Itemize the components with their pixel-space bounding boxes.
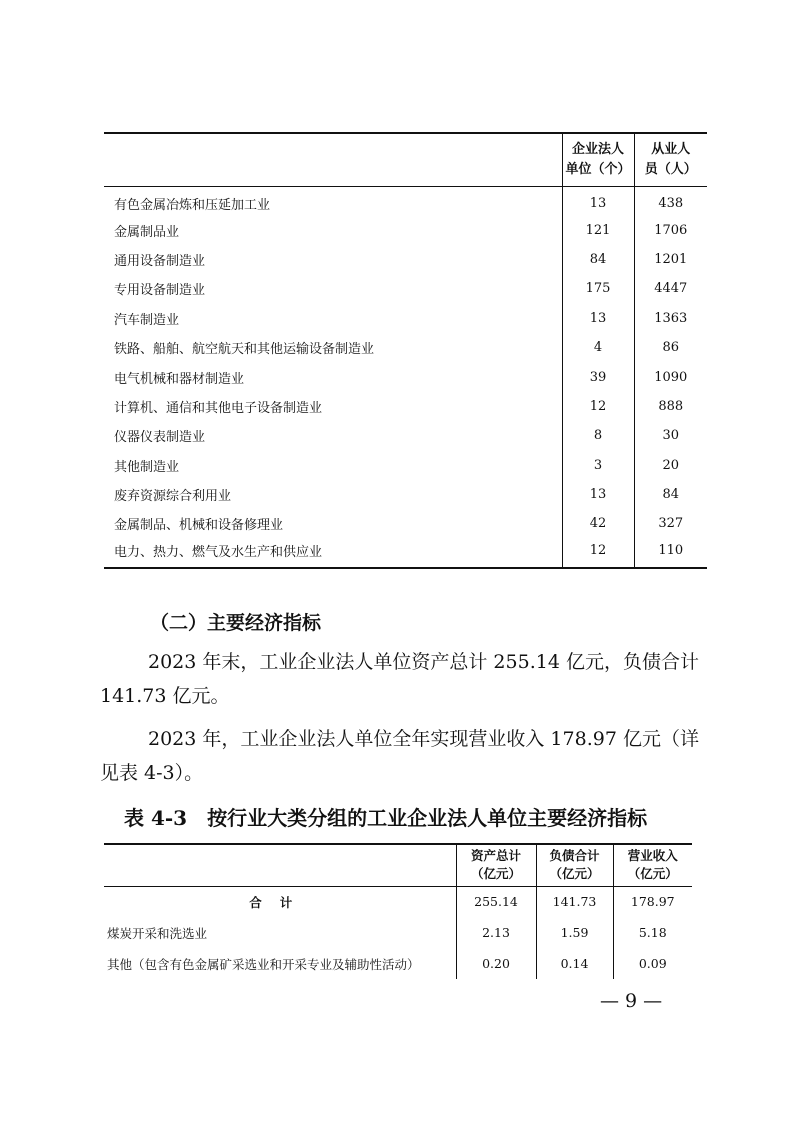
row-employees: 86	[634, 333, 707, 362]
header-revenue: 营业收入 （亿元）	[613, 844, 692, 886]
row-industry-name: 专用设备制造业	[114, 283, 206, 299]
row-units: 12	[562, 392, 634, 421]
row-assets: 255.14	[456, 886, 536, 917]
paragraph-revenue: 2023 年，工业企业法人单位全年实现营业收入 178.97 亿元（详见表 4-3）。	[100, 728, 699, 784]
caption-label: 表 4-3	[124, 806, 188, 830]
row-industry-name: 有色金属冶炼和压延加工业	[114, 198, 271, 214]
row-employees: 1201	[634, 245, 707, 274]
table-row	[104, 948, 692, 979]
header-blank	[104, 844, 456, 886]
paragraph-assets: 2023 年末，工业企业法人单位资产总计 255.14 亿元，负债合计 141.73 亿元。	[100, 651, 699, 707]
header-employees: 从业人 员（人）	[634, 133, 707, 186]
header-assets: 资产总计 （亿元）	[456, 844, 536, 886]
row-units: 84	[562, 245, 634, 274]
header-blank	[104, 133, 562, 186]
table-row	[104, 333, 707, 362]
row-employees: 84	[634, 480, 707, 509]
row-employees: 110	[634, 539, 707, 568]
row-industry-name: 计算机、通信和其他电子设备制造业	[114, 400, 323, 416]
table-row	[104, 451, 707, 480]
table-row	[104, 421, 707, 450]
table-row	[104, 917, 692, 948]
row-industry-name: 其他（包含有色金属矿采选业和开采专业及辅助性活动）	[107, 956, 420, 972]
row-units: 175	[562, 274, 634, 303]
row-employees: 20	[634, 451, 707, 480]
row-employees: 1363	[634, 304, 707, 333]
row-industry-name: 金属制品、机械和设备修理业	[114, 518, 284, 534]
industry-units-table	[104, 132, 707, 569]
row-employees: 438	[634, 186, 707, 215]
row-liabilities: 141.73	[536, 886, 613, 917]
row-industry-name: 电力、热力、燃气及水生产和供应业	[114, 545, 323, 561]
row-employees: 30	[634, 421, 707, 450]
row-industry-name: 铁路、船舶、航空航天和其他运输设备制造业	[114, 342, 375, 358]
row-liabilities: 0.14	[536, 948, 613, 979]
table-row	[104, 362, 707, 391]
table-row	[104, 245, 707, 274]
total-row	[104, 886, 692, 917]
row-units: 12	[562, 539, 634, 568]
row-assets: 2.13	[456, 917, 536, 948]
row-employees: 327	[634, 509, 707, 538]
table-row	[104, 186, 707, 215]
row-industry-name: 煤炭开采和洗选业	[107, 925, 208, 941]
table-header	[104, 844, 692, 886]
table-row	[104, 215, 707, 244]
table-row	[104, 274, 707, 303]
row-industry-name: 金属制品业	[114, 224, 180, 240]
row-units: 42	[562, 509, 634, 538]
total-label: 合计	[249, 894, 311, 910]
row-liabilities: 1.59	[536, 917, 613, 948]
row-units: 39	[562, 362, 634, 391]
page-number: — 9 —	[600, 990, 663, 1012]
row-revenue: 5.18	[613, 917, 692, 948]
row-industry-name: 废弃资源综合利用业	[114, 489, 232, 505]
economic-indicators-table	[104, 843, 692, 979]
row-revenue: 0.09	[613, 948, 692, 979]
table-row	[104, 304, 707, 333]
row-employees: 1090	[634, 362, 707, 391]
header-units: 企业法人 单位（个）	[562, 133, 634, 186]
row-revenue: 178.97	[613, 886, 692, 917]
row-industry-name: 通用设备制造业	[114, 253, 206, 269]
row-employees: 888	[634, 392, 707, 421]
row-units: 121	[562, 215, 634, 244]
row-industry-name: 汽车制造业	[114, 312, 180, 328]
row-units: 13	[562, 304, 634, 333]
header-liabilities: 负债合计 （亿元）	[536, 844, 613, 886]
row-employees: 4447	[634, 274, 707, 303]
row-units: 3	[562, 451, 634, 480]
table-caption	[124, 802, 647, 831]
table-row	[104, 509, 707, 538]
caption-title: 按行业大类分组的工业企业法人单位主要经济指标	[207, 806, 648, 830]
row-industry-name: 其他制造业	[114, 459, 180, 475]
row-industry-name: 电气机械和器材制造业	[114, 371, 245, 387]
table-row	[104, 392, 707, 421]
table-header	[104, 133, 707, 186]
section-heading: （二）主要经济指标	[150, 612, 322, 634]
table-row	[104, 539, 707, 568]
table-row	[104, 480, 707, 509]
row-units: 4	[562, 333, 634, 362]
row-units: 13	[562, 186, 634, 215]
row-units: 13	[562, 480, 634, 509]
row-industry-name: 仪器仪表制造业	[114, 430, 206, 446]
row-employees: 1706	[634, 215, 707, 244]
row-units: 8	[562, 421, 634, 450]
row-assets: 0.20	[456, 948, 536, 979]
